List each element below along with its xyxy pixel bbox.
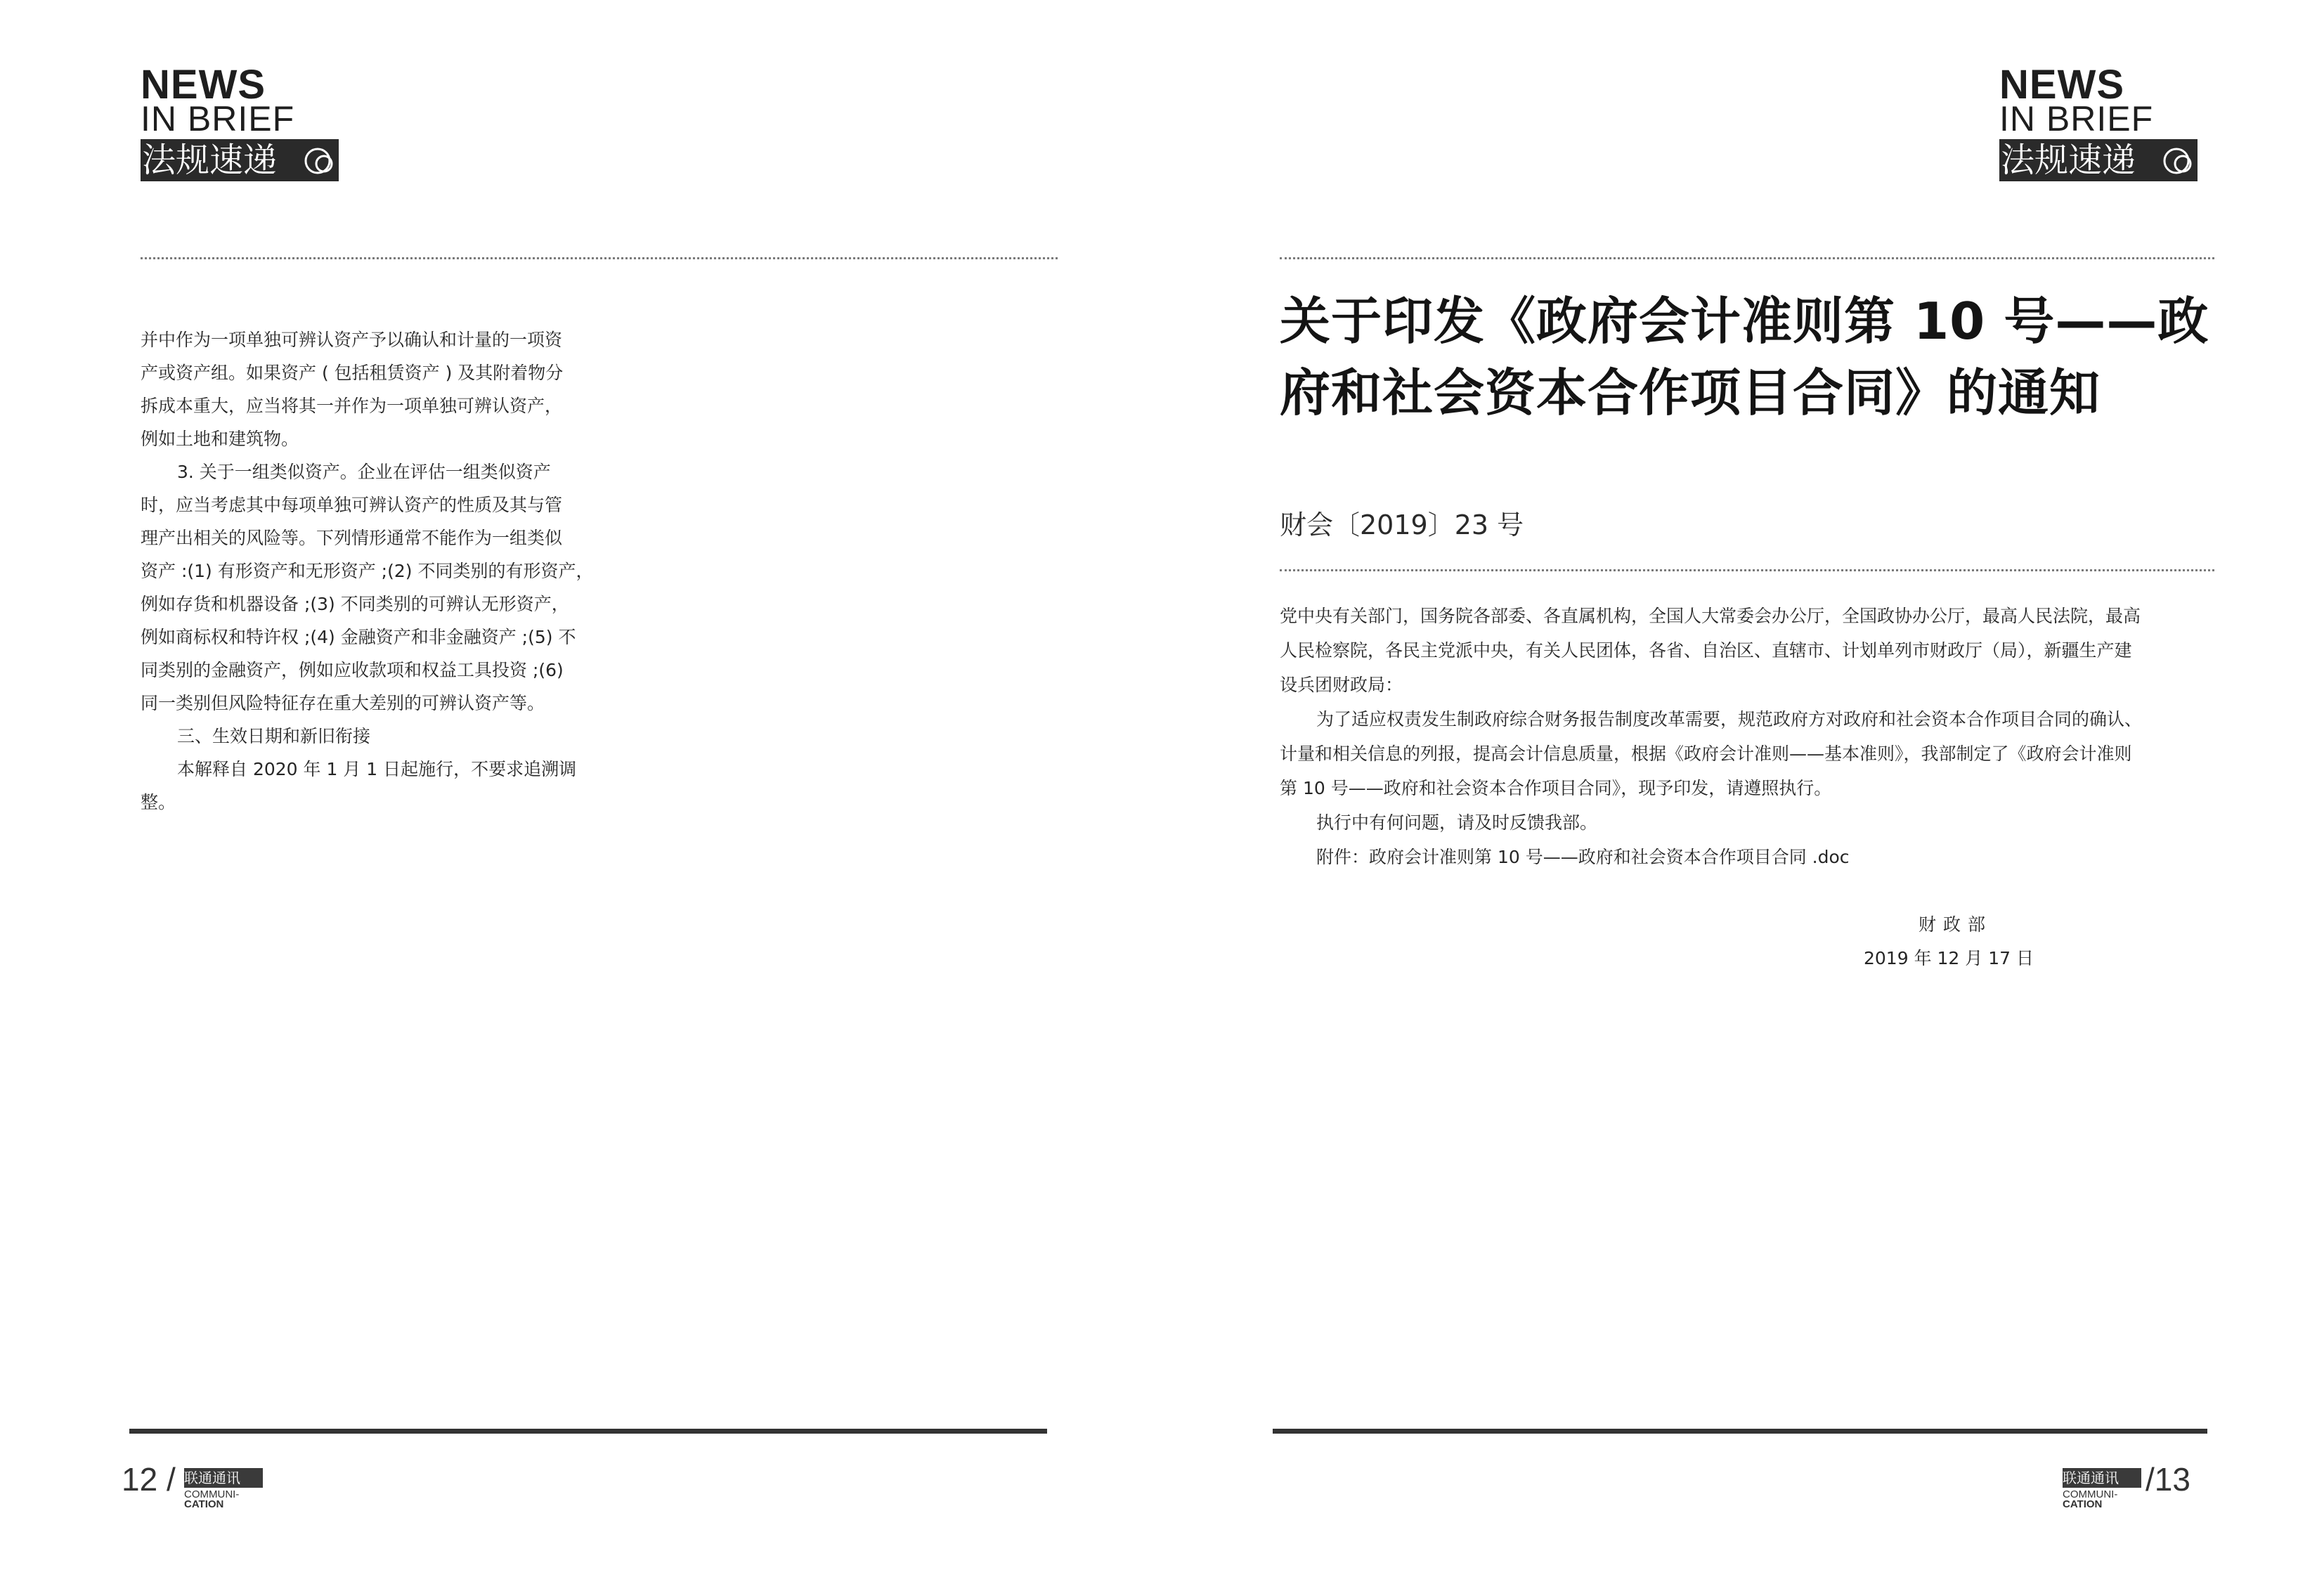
body-paragraph-line: 3. 关于一组类似资产。企业在评估一组类似资产 (177, 462, 551, 482)
body-paragraph-line: 附件：政府会计准则第 10 号——政府和社会资本合作项目合同 .doc (1316, 847, 1850, 867)
logo-in-brief-text: IN BRIEF (141, 99, 295, 138)
communication-logo-en1: COMMUNI- (2063, 1488, 2118, 1500)
body-paragraph-line: 拆成本重大，应当将其一并作为一项单独可辨认资产， (141, 396, 563, 416)
logo-cn-box (141, 139, 339, 181)
right-page (1162, 0, 2324, 1577)
notice-title-line1: 关于印发《政府会计准则第 10 号——政 (1280, 292, 2209, 351)
body-paragraph-line: 资产 :(1) 有形资产和无形资产 ;(2) 不同类别的有形资产， (141, 561, 594, 581)
communication-logo (184, 1468, 263, 1510)
body-paragraph-line: 人民检察院，各民主党派中央，有关人民团体，各省、自治区、直辖市、计划单列市财政厅（局），新疆生产建 (1280, 640, 2132, 661)
page-number: 12 / (122, 1461, 176, 1498)
top-dotted-separator (1280, 257, 2214, 259)
body-paragraph-line: 第 10 号——政府和社会资本合作项目合同》，现予印发，请遵照执行。 (1280, 778, 1832, 798)
body-paragraph-line: 例如存货和机器设备 ;(3) 不同类别的可辨认无形资产， (141, 594, 569, 614)
top-dotted-separator (141, 257, 1058, 259)
body-paragraph-line: 为了适应权责发生制政府综合财务报告制度改革需要，规范政府方对政府和社会资本合作项目合同的确认、 (1316, 709, 2143, 729)
body-paragraph-line: 党中央有关部门，国务院各部委、各直属机构，全国人大常委会办公厅，全国政协办公厅，最高人民法院，最高 (1280, 606, 2141, 626)
communication-logo-cn: 联通通讯 (2063, 1468, 2141, 1488)
logo-news-text: NEWS (1999, 62, 2124, 108)
notice-title (1280, 285, 2214, 429)
body-paragraph-line: 例如商标权和特许权 ;(4) 金融资产和非金融资产 ;(5) 不 (141, 627, 576, 647)
communication-logo (2063, 1468, 2141, 1510)
communication-logo-cn: 联通通讯 (184, 1468, 263, 1488)
logo-in-brief-text: IN BRIEF (1999, 99, 2154, 138)
logo-news-text: NEWS (141, 62, 266, 108)
body-paragraph-line: 执行中有何问题，请及时反馈我部。 (1316, 812, 1598, 833)
footer-rule (1273, 1429, 2207, 1434)
body-paragraph-line: 产或资产组。如果资产 ( 包括租赁资产 ) 及其附着物分 (141, 363, 564, 383)
right-body-text (1280, 599, 2214, 874)
body-paragraph-line: 例如土地和建筑物。 (141, 429, 299, 449)
logo-cn-text: 法规速递 (142, 141, 278, 180)
notice-title-line2: 府和社会资本合作项目合同》的通知 (1280, 363, 2101, 422)
body-paragraph-line: 计量和相关信息的列报，提高会计信息质量，根据《政府会计准则——基本准则》，我部制定了《政府会计准则 (1280, 744, 2132, 764)
left-body-text (141, 323, 594, 819)
document-number: 财会〔2019〕23 号 (1280, 510, 1524, 540)
signature-date: 2019 年 12 月 17 日 (1864, 948, 2034, 968)
body-paragraph-line: 本解释自 2020 年 1 月 1 日起施行，不要求追溯调 (177, 759, 577, 779)
body-paragraph-line: 理产出相关的风险等。下列情形通常不能作为一组类似 (141, 528, 563, 548)
news-in-brief-logo (1999, 62, 2203, 184)
logo-cn-text: 法规速递 (2001, 141, 2136, 180)
body-paragraph-line: 整。 (141, 792, 176, 812)
body-paragraph-line: 三、生效日期和新旧衔接 (177, 726, 371, 746)
title-dotted-separator (1280, 569, 2214, 571)
logo-cn-box (1999, 139, 2198, 181)
communication-logo-en1: COMMUNI- (184, 1488, 240, 1500)
communication-logo-en2: CATION (184, 1498, 224, 1510)
body-paragraph-line: 同类别的金融资产，例如应收款项和权益工具投资 ;(6) (141, 660, 564, 680)
body-paragraph-line: 并中作为一项单独可辨认资产予以确认和计量的一项资 (141, 330, 563, 350)
swirl-mark-icon (302, 143, 337, 179)
body-paragraph-line: 同一类别但风险特征存在重大差别的可辨认资产等。 (141, 693, 545, 713)
signature-organization: 财政部 (1919, 914, 1993, 935)
page-number: /13 (2146, 1461, 2190, 1498)
body-paragraph-line: 设兵团财政局： (1280, 675, 1403, 695)
body-paragraph-line: 时，应当考虑其中每项单独可辨认资产的性质及其与管 (141, 495, 563, 515)
footer-rule (129, 1429, 1047, 1434)
news-in-brief-logo (141, 62, 344, 184)
communication-logo-en2: CATION (2063, 1498, 2103, 1510)
swirl-mark-icon (2161, 143, 2196, 179)
